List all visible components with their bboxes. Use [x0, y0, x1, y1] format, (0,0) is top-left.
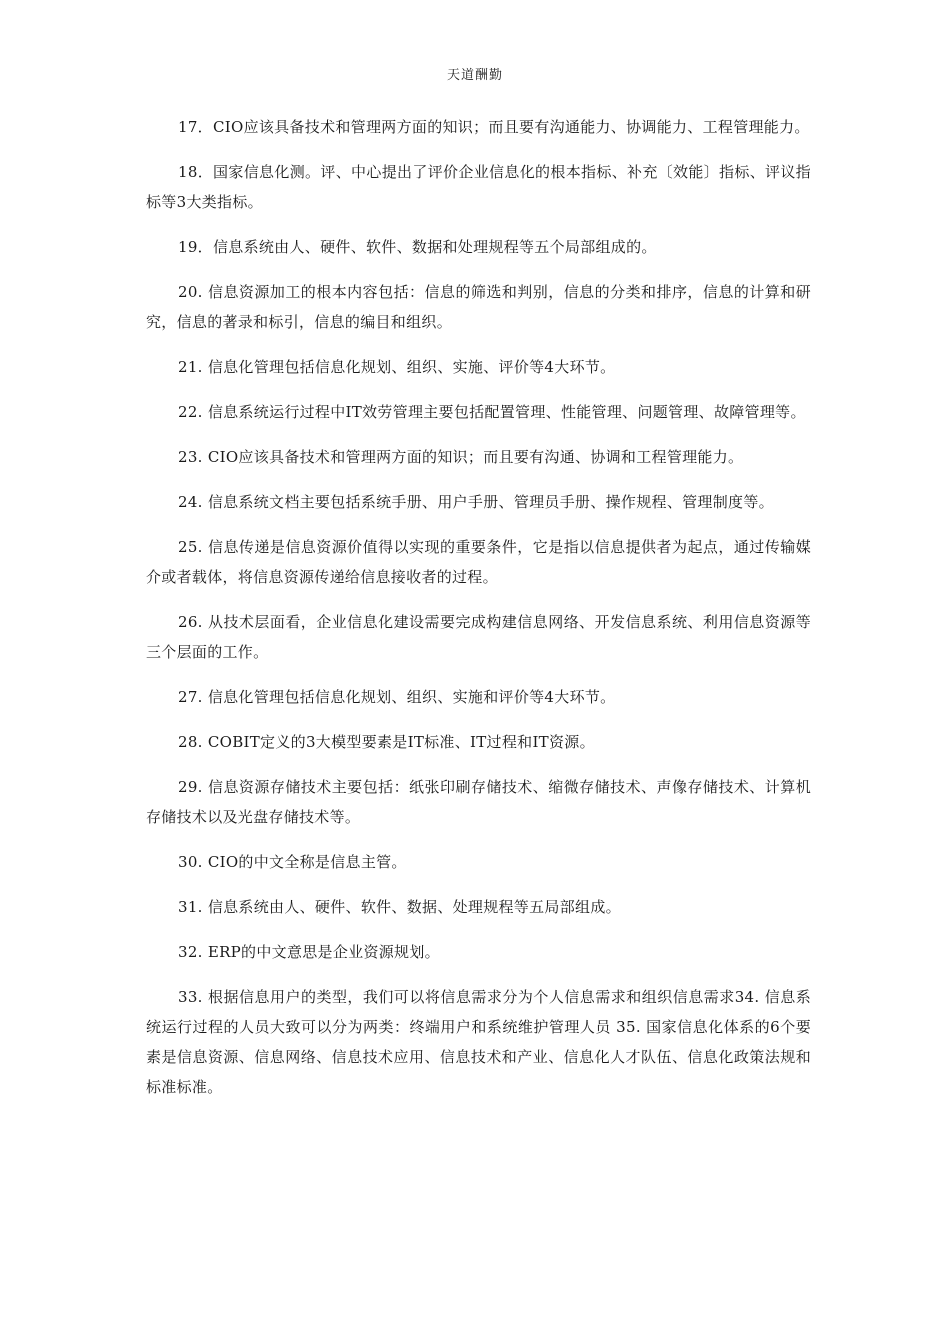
list-item: 18．国家信息化测。评、中心提出了评价企业信息化的根本指标、补充〔效能〕指标、评议指标等3大类指标。: [146, 163, 811, 211]
list-item: 24. 信息系统文档主要包括系统手册、用户手册、管理员手册、操作规程、管理制度等。: [178, 493, 774, 511]
page-header: 天道酬勤: [446, 68, 503, 83]
list-item: 32. ERP的中文意思是企业资源规划。: [178, 943, 440, 961]
list-item: 27. 信息化管理包括信息化规划、组织、实施和评价等4大环节。: [178, 688, 616, 706]
list-item: 29. 信息资源存储技术主要包括：纸张印刷存储技术、缩微存储技术、声像存储技术、计算机存储技术以及光盘存储技术等。: [146, 778, 811, 826]
list-item: 17．CIO应该具备技术和管理两方面的知识；而且要有沟通能力、协调能力、工程管理能力。: [178, 118, 810, 136]
list-item: 25. 信息传递是信息资源价值得以实现的重要条件，它是指以信息提供者为起点，通过传输媒介或者载体，将信息资源传递给信息接收者的过程。: [146, 538, 811, 586]
list-item: 21. 信息化管理包括信息化规划、组织、实施、评价等4大环节。: [178, 358, 616, 376]
list-item: 23. CIO应该具备技术和管理两方面的知识；而且要有沟通、协调和工程管理能力。: [178, 448, 744, 466]
final-paragraph: 33. 根据信息用户的类型，我们可以将信息需求分为个人信息需求和组织信息需求34. 信息系统运行过程的人员大致可以分为两类：终端用户和系统维护管理人员 35. 国家信息化体系的6个要素是信息资源、信息网络、信息技术应用、信息技术和产业、信息化人才队伍、信息化政策法规和标准标准。: [146, 988, 811, 1096]
list-item: 28. COBIT定义的3大模型要素是IT标准、IT过程和IT资源。: [178, 733, 595, 751]
list-item: 30. CIO的中文全称是信息主管。: [178, 853, 407, 871]
list-item: 26. 从技术层面看，企业信息化建设需要完成构建信息网络、开发信息系统、利用信息资源等三个层面的工作。: [146, 613, 811, 661]
list-item: 31. 信息系统由人、硬件、软件、数据、处理规程等五局部组成。: [178, 898, 621, 916]
list-item: 22. 信息系统运行过程中IT效劳管理主要包括配置管理、性能管理、问题管理、故障管理等。: [178, 403, 806, 421]
document-body: [146, 112, 811, 1102]
list-item: 20. 信息资源加工的根本内容包括：信息的筛选和判别，信息的分类和排序，信息的计算和研究，信息的著录和标引，信息的编目和组织。: [146, 283, 811, 331]
list-item: 19．信息系统由人、硬件、软件、数据和处理规程等五个局部组成的。: [178, 238, 657, 256]
